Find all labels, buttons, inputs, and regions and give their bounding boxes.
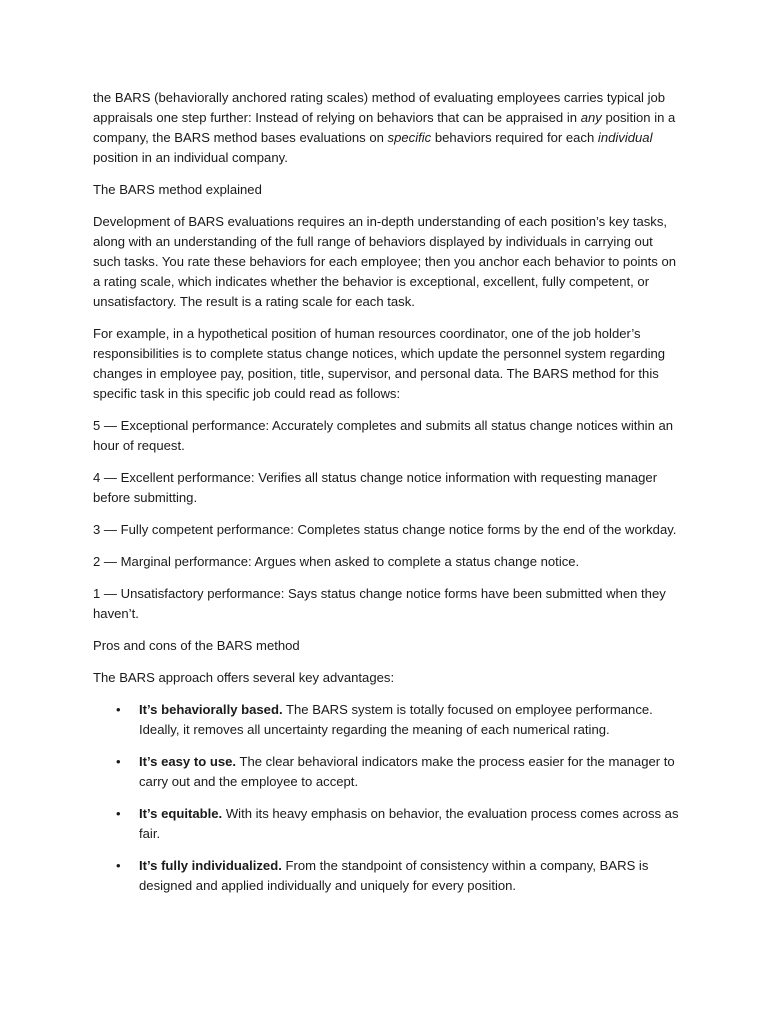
scale-item-4: 4 — Excellent performance: Verifies all status change notice information with requesting manager before submitting. (93, 470, 658, 505)
section-heading-pros-cons: Pros and cons of the BARS method (93, 638, 300, 653)
list-item-lead: It’s behaviorally based. (139, 702, 283, 717)
intro-emphasis-individual: individual (597, 130, 653, 145)
intro-text-2: position in a company, the BARS method bases evaluations on (93, 110, 676, 145)
list-item-text: From the standpoint of consistency within a company, BARS is designed and applied individually and uniquely for every position. (139, 858, 649, 893)
intro-emphasis-specific: specific (387, 130, 432, 145)
development-paragraph: Development of BARS evaluations requires an in-depth understanding of each position’s key tasks, along with an understanding of the full range of behaviors displayed by individuals in carrying out such tasks. You rate these behaviors for each employee; then you anchor each behavior to points on a rating scale, which indicates whether the behavior is exceptional, excellent, fully competent, or unsatisfactory. The result is a rating scale for each task. (93, 214, 677, 309)
bullet-icon: • (116, 806, 121, 821)
scale-item-3: 3 — Fully competent performance: Completes status change notice forms by the end of the workday. (93, 522, 677, 537)
example-paragraph: For example, in a hypothetical position of human resources coordinator, one of the job holder’s responsibilities is to complete status change notices, which update the personnel system regarding changes in employee pay, position, title, supervisor, and personal data. The BARS method for this specific task in this specific job could read as follows: (93, 326, 666, 401)
scale-item-5: 5 — Exceptional performance: Accurately completes and submits all status change notices within an hour of request. (93, 418, 674, 453)
list-item-lead: It’s easy to use. (139, 754, 237, 769)
list-item-text: The BARS system is totally focused on employee performance. Ideally, it removes all uncertainty regarding the meaning of each numerical rating. (139, 702, 653, 737)
list-item-lead: It’s fully individualized. (139, 858, 282, 873)
advantages-list (93, 700, 683, 896)
bullet-icon: • (116, 702, 121, 717)
bullet-icon: • (116, 754, 121, 769)
list-item (93, 752, 683, 792)
document-page (93, 88, 683, 908)
list-item-lead: It’s equitable. (139, 806, 223, 821)
list-item-text: With its heavy emphasis on behavior, the evaluation process comes across as fair. (139, 806, 679, 841)
bullet-icon: • (116, 858, 121, 873)
section-heading-bars-explained: The BARS method explained (93, 182, 262, 197)
list-item-text: The clear behavioral indicators make the process easier for the manager to carry out and the employee to accept. (139, 754, 675, 789)
scale-item-1: 1 — Unsatisfactory performance: Says status change notice forms have been submitted when they haven’t. (93, 586, 666, 621)
intro-emphasis-any: any (580, 110, 602, 125)
list-item (93, 804, 683, 844)
advantages-intro: The BARS approach offers several key advantages: (93, 670, 395, 685)
intro-text-3: behaviors required for each (431, 130, 598, 145)
scale-item-2: 2 — Marginal performance: Argues when asked to complete a status change notice. (93, 554, 580, 569)
intro-paragraph (93, 88, 683, 168)
list-item (93, 856, 683, 896)
intro-text-1: the BARS (behaviorally anchored rating scales) method of evaluating employees carries typical job appraisals one step further: Instead of relying on behaviors that can be appraised in (93, 90, 666, 125)
list-item (93, 700, 683, 740)
intro-text-4: position in an individual company. (93, 150, 288, 165)
